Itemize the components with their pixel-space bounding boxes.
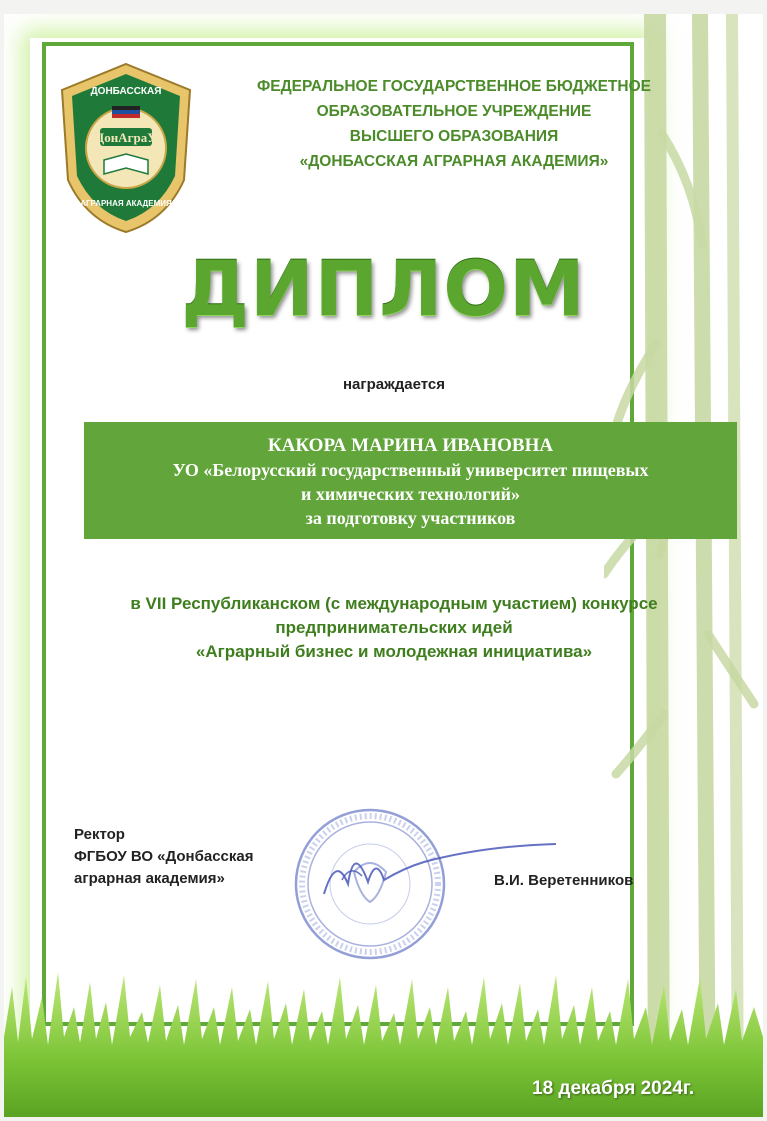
emblem-top-text: ДОНБАССКАЯ: [90, 86, 162, 97]
org-line: «ДОНБАССКАЯ АГРАРНАЯ АКАДЕМИЯ»: [299, 153, 609, 170]
organization-header: [234, 74, 674, 174]
recipient-line: за подготовку участников: [305, 508, 516, 528]
diploma-title: ДИПЛОМ: [181, 244, 586, 333]
awarded-label: награждается: [342, 376, 446, 393]
academy-emblem-icon: [56, 60, 196, 236]
position-line: аграрная академия»: [74, 870, 225, 887]
contest-line: в VII Республиканском (с международным участием) конкурсе: [130, 594, 658, 613]
recipient-line: УО «Белорусский государственный университет пищевых: [172, 460, 649, 480]
position-line: Ректор: [74, 826, 125, 843]
signer-name: В.И. Веретенников: [494, 872, 634, 889]
recipient-line: и химических технологий»: [300, 484, 521, 504]
recipient-banner: [84, 422, 737, 539]
org-line: ФЕДЕРАЛЬНОЕ ГОСУДАРСТВЕННОЕ БЮДЖЕТНОЕ: [257, 78, 651, 95]
recipient-name: КАКОРА МАРИНА ИВАНОВНА: [267, 435, 554, 456]
diploma-sheet: [4, 14, 763, 1117]
emblem-center-text: ДонАграУ: [95, 130, 157, 145]
birch-trees-decoration: [604, 14, 763, 1117]
position-line: ФГБОУ ВО «Донбасская: [74, 848, 254, 865]
org-line: ВЫСШЕГО ОБРАЗОВАНИЯ: [349, 128, 559, 145]
emblem-bottom-text: АГРАРНАЯ АКАДЕМИЯ: [80, 199, 172, 208]
contest-line: «Аграрный бизнес и молодежная инициатива»: [195, 642, 593, 661]
contest-line: предпринимательских идей: [275, 618, 513, 637]
contest-description: [64, 592, 724, 664]
signatory-position: [74, 824, 294, 890]
org-line: ОБРАЗОВАТЕЛЬНОЕ УЧРЕЖДЕНИЕ: [316, 103, 592, 120]
issue-date: 18 декабря 2024г.: [532, 1078, 695, 1099]
